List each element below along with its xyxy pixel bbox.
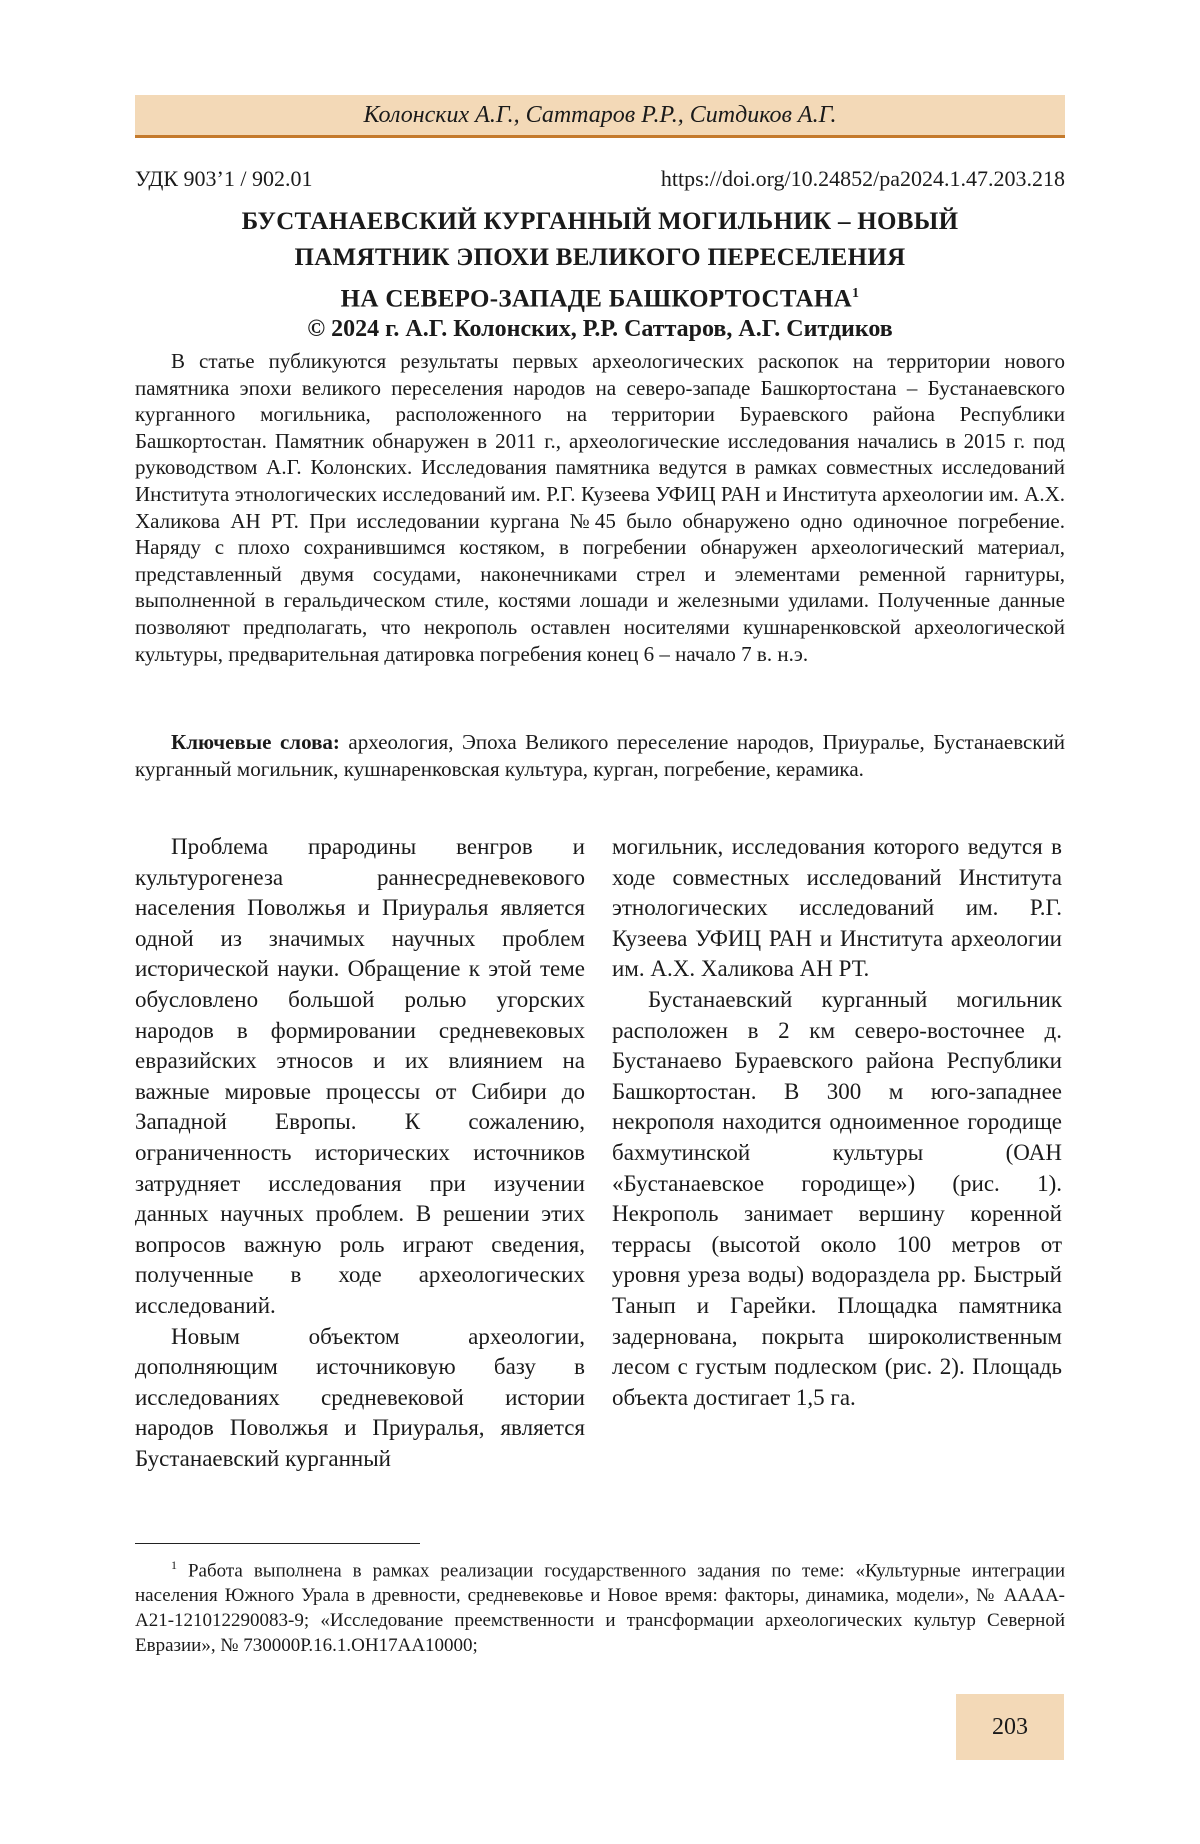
udk-code: УДК 903’1 / 902.01 [135,166,313,191]
footnote [135,1553,1065,1658]
body-paragraph: могильник, исследования которого ведутся в ходе совместных исследований Института этнологических исследований им. Р.Г. Кузеева УФИЦ РАН и Института археологии им. А.Х. Халикова АН РТ. [612,834,1062,982]
footnote-paragraph [135,1553,1065,1658]
keywords-paragraph [135,729,1065,782]
keywords-label: Ключевые слова: [171,730,340,754]
article-title [135,204,1065,317]
title-line-1: БУСТАНАЕВСКИЙ КУРГАННЫЙ МОГИЛЬНИК – НОВЫЙ [241,208,959,235]
footnote-mark: 1 [171,1558,177,1572]
page-number-box [956,1694,1064,1760]
body-column-right [612,832,1062,1413]
keywords-text: археология, Эпоха Великого переселение народов, Приуралье, Бустанаевский курганный могильник, кушнаренковская культура, курган, погребение, керамика. [135,730,1065,781]
title-line-2: ПАМЯТНИК ЭПОХИ ВЕЛИКОГО ПЕРЕСЕЛЕНИЯ [294,244,906,271]
running-header [135,95,1065,138]
body-paragraph: Новым объектом археологии, дополняющим источниковую базу в исследованиях средневековой истории народов Поволжья и Приуралья, является Бустанаевский курганный [135,1323,585,1471]
body-paragraph: Бустанаевский курганный могильник расположен в 2 км северо-восточнее д. Бустанаево Бураевского района Республики Башкортостан. В 300 м юго-западнее некрополя находится одноименное городище бахмутинской культуры (ОАН «Бустанаевское городище») (рис. 1). Некрополь занимает вершину коренной террасы (высотой около 100 метров от уровня уреза воды) водораздела рр. Быстрый Танып и Гарейки. Площадка памятника задернована, покрыта широколиственным лесом с густым подлеском (рис. 2). Площадь объекта достигает 1,5 га. [612,986,1062,1410]
title-footnote-mark[interactable]: 1 [852,286,860,301]
running-title: Колонских А.Г., Саттаров Р.Р., Ситдиков А.Г. [363,101,837,128]
title-line-3-text: НА СЕВЕРО-ЗАПАДЕ БАШКОРТОСТАНА [340,285,853,313]
footnote-divider [135,1543,420,1544]
authors-line: © 2024 г. А.Г. Колонских, Р.Р. Саттаров, А.Г. Ситдиков [307,316,893,342]
footnote-text: Работа выполнена в рамках реализации государственного задания по теме: «Культурные интеграции населения Южного Урала в древности, средневековье и Новое время: факторы, динамика, модели», № АААА-А21-121012290083-9; «Исследование преемственности и трансформации археологических культур Северной Евразии», № 730000Р.16.1.ОН17АА10000; [135,1560,1065,1657]
title-line-3 [135,276,1065,317]
article-meta [135,166,1065,192]
body-paragraph: Проблема прародины венгров и культурогенеза раннесредневекового населения Поволжья и Приуралья является одной из значимых научных проблем исторической науки. Обращение к этой теме обусловлено большой ролью угорских народов в формировании средневековых евразийских этносов и их влиянием на важные мировые процессы от Сибири до Западной Европы. К сожалению, ограниченность исторических источников затрудняет исследования при изучении данных научных проблем. В решении этих вопросов важную роль играют сведения, полученные в ходе археологических исследований. [135,834,585,1318]
keywords [135,729,1065,782]
body-column-left [135,832,585,1474]
abstract-text: В статье публикуются результаты первых археологических раскопок на территории нового памятника эпохи великого переселения народов на северо-западе Башкортостана – Бустанаевского курганного могильника, расположенного на территории Бураевского района Республики Башкортостан. Памятник обнаружен в 2011 г., археологические исследования начались в 2015 г. под руководством А.Г. Колонских. Исследования памятника ведутся в рамках совместных исследований Института этнологических исследований им. Р.Г. Кузеева УФИЦ РАН и Института археологии им. А.Х. Халикова АН РТ. При исследовании кургана №45 было обнаружено одно одиночное погребение. Наряду с плохо сохранившимся костяком, в погребении обнаружен археологический материал, представленный двумя сосудами, наконечниками стрел и элементами ременной гарнитуры, выполненной в геральдическом стиле, костями лошади и железными удилами. Полученные данные позволяют предполагать, что некрополь оставлен носителями кушнаренковской археологической культуры, предварительная датировка погребения конец 6 – начало 7 в. н.э. [135,349,1065,666]
abstract [135,348,1065,667]
doi-link[interactable]: https://doi.org/10.24852/pa2024.1.47.203.218 [660,166,1065,191]
page-number: 203 [992,1713,1028,1740]
